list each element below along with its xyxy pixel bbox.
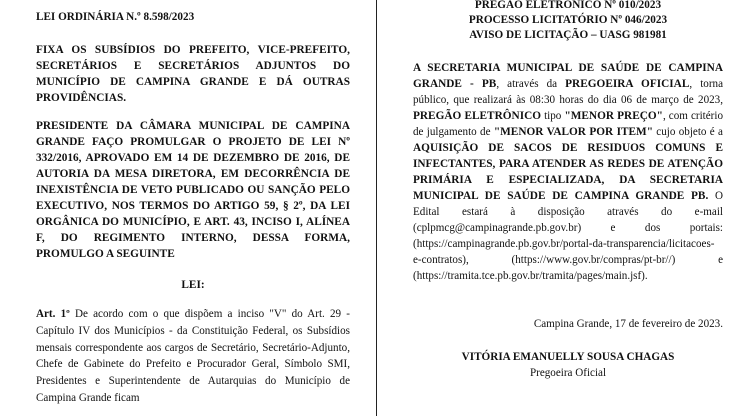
aviso-header: AVISO DE LICITAÇÃO – UASG 981981 xyxy=(469,29,667,41)
article-1-label: Art. 1º xyxy=(36,308,70,320)
notice-part-12: O Edital estará à disposição através do e-mail (cplpmcg@campinagrande.pb.gov.br) e dos portais:(https://campinagrande.pb.gov.br/portal-da-transparencia/licitacoes-e-contratos), (https://www.gov.br/compras/pt-br//) e (https://tramita.tce.pb.gov.br/tramita/pages/main.jsf). xyxy=(413,190,723,282)
notice-part-2: , através da xyxy=(496,78,566,90)
article-1-text: De acordo com o que dispõem a inciso "V" do Art. 29 - Capítulo IV dos Municípios - da Constituição Federal, os Subsídios mensais correspondente aos cargos de Secretário, Secretário-Adjunto, Chefe de Gabinete do Prefeito e Procurador Geral, Símbolo SMI, Presidentes e Superintendente de Autarquias do Município de Campina Grande ficam xyxy=(36,308,350,404)
place-date: Campina Grande, 17 de fevereiro de 2023. xyxy=(533,318,723,330)
notice-part-6: tipo xyxy=(541,110,565,122)
pregao-header: PREGÃO ELETRÔNICO Nº 010/2023 xyxy=(474,0,662,11)
law-subject: FIXA OS SUBSÍDIOS DO PREFEITO, VICE-PREFEITO, SECRETÁRIOS E SECRETÁRIOS ADJUNTOS DO MUNICÍPIO DE CAMPINA GRANDE E DÁ OUTRAS PROVIDÊNCIAS. xyxy=(36,44,350,104)
law-preamble: PRESIDENTE DA CÂMARA MUNICIPAL DE CAMPINA GRANDE FAÇO PROMULGAR O PROJETO DE LEI Nº 332/2016, APROVADO EM 14 DE DEZEMBRO DE 2016, DE AUTORIA DA MESA DIRETORA, EM DECORRÊNCIA DE INEXISTÊNCIA DE VETO PUBLICADO OU SANÇÃO PELO EXECUTIVO, NOS TERMOS DO ARTIGO 59, § 2º, DA LEI ORGÂNICA DO MUNICÍPIO, E ART. 43, INCISO I, ALÍNEA F, DO REGIMENTO INTERNO, DESSA FORMA, PROMULGO A SEGUINTE xyxy=(36,120,350,260)
notice-part-10: cujo objeto é a xyxy=(652,126,723,138)
notice-part-9: "MENOR VALOR POR ITEM" xyxy=(493,126,653,138)
notice-part-1: A SECRETARIA MUNICIPAL DE SAÚDE DE CAMPINA GRANDE - PB xyxy=(413,62,723,90)
notice-part-7: "MENOR PREÇO" xyxy=(564,110,663,122)
law-number: LEI ORDINÁRIA N.º 8.598/2023 xyxy=(36,11,195,23)
processo-header: PROCESSO LICITATÓRIO Nº 046/2023 xyxy=(468,14,668,26)
signer-role: Pregoeira Oficial xyxy=(529,367,607,379)
lei-heading: LEI: xyxy=(181,279,205,291)
column-divider xyxy=(376,0,377,416)
notice-body xyxy=(413,60,723,284)
article-1 xyxy=(36,306,350,407)
notice-part-11: AQUISIÇÃO DE SACOS DE RESIDUOS COMUNS E INFECTANTES, PARA ATENDER AS REDES DE ATENÇÃO PRIMÁRIA E ESPECIALIZADA, DA SECRETARIA MUNICIPAL DE SAÚDE DE CAMPINA GRANDE PB. xyxy=(413,142,723,202)
notice-part-3: PREGOEIRA OFICIAL xyxy=(565,78,690,90)
notice-part-5: PREGÃO ELETRÔNICO xyxy=(413,110,542,122)
notice-part-4: , torna público, que realizará às 08:30 horas do dia 06 de março de 2023, xyxy=(413,78,724,106)
notice-part-8: , com critério de julgamento de xyxy=(413,110,723,138)
signer-name: VITÓRIA EMANUELLY SOUSA CHAGAS xyxy=(461,351,675,363)
